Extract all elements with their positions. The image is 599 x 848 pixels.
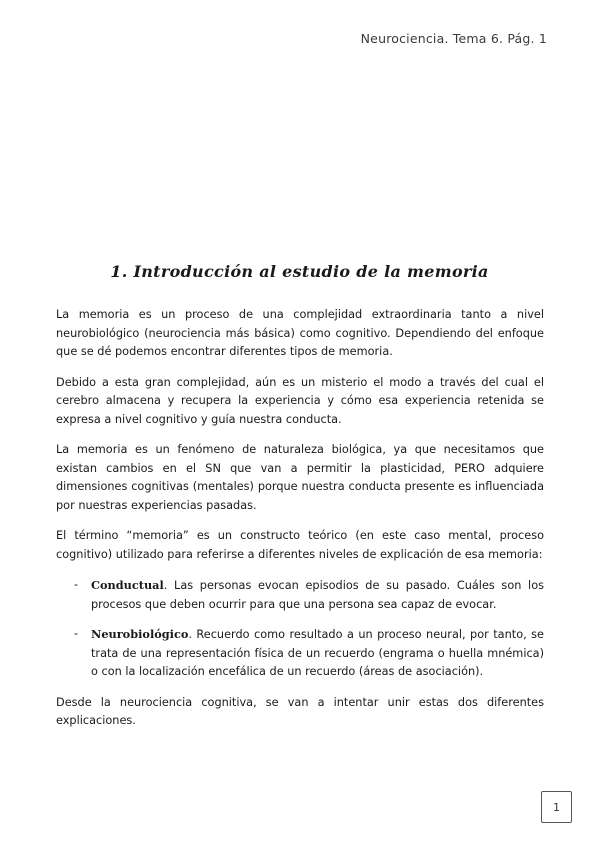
page-number: 1 (553, 800, 560, 814)
running-header: Neurociencia. Tema 6. Pág. 1 (360, 31, 547, 46)
explanation-levels-list (56, 576, 544, 682)
bullet-text: . Las personas evocan episodios de su pasado. Cuáles son los procesos que deben ocurrir para que una persona sea capaz de evocar. (91, 579, 544, 611)
document-body (56, 306, 544, 743)
bullet-text: . Recuerdo como resultado a un proceso neural, por tanto, se trata de una representación física de un recuerdo (engrama o huella mnémica) o con la localización encefálica de un recuerdo (áreas de asociación). (91, 628, 544, 678)
paragraph-biological: La memoria es un fenómeno de naturaleza biológica, ya que necesitamos que existan cambios en el SN que van a permitir la plasticidad, PERO adquiere dimensiones cognitivas (mentales) porque nuestra conducta presente es influenciada por nuestras experiencias pasadas. (56, 443, 544, 512)
bullet-term: Conductual (91, 578, 164, 592)
paragraph-complexity: Debido a esta gran complejidad, aún es un misterio el modo a través del cual el cerebro almacena y recupera la experiencia y cómo esa experiencia retenida se expresa a nivel cognitivo y guía nuestra conducta. (56, 375, 544, 426)
bullet-dash: - (74, 578, 79, 591)
paragraph-intro: La memoria es un proceso de una complejidad extraordinaria tanto a nivel neurobiológico (neurociencia más básica) como cognitivo. Dependiendo del enfoque que se dé podemos encontrar diferentes tipos de memoria. (56, 308, 544, 358)
list-item-neurobiologico (56, 625, 544, 682)
paragraph-construct: El término “memoria” es un constructo teórico (en este caso mental, proceso cognitivo) utilizado para referirse a diferentes niveles de explicación de esa memoria: (56, 529, 544, 561)
bullet-dash: - (74, 627, 79, 640)
page-number-box (541, 791, 572, 823)
bullet-term: Neurobiológico (91, 627, 189, 641)
section-title: 1. Introducción al estudio de la memoria (110, 262, 489, 281)
paragraph-closing: Desde la neurociencia cognitiva, se van a intentar unir estas dos diferentes explicaciones. (56, 695, 544, 727)
list-item-conductual (56, 576, 544, 614)
